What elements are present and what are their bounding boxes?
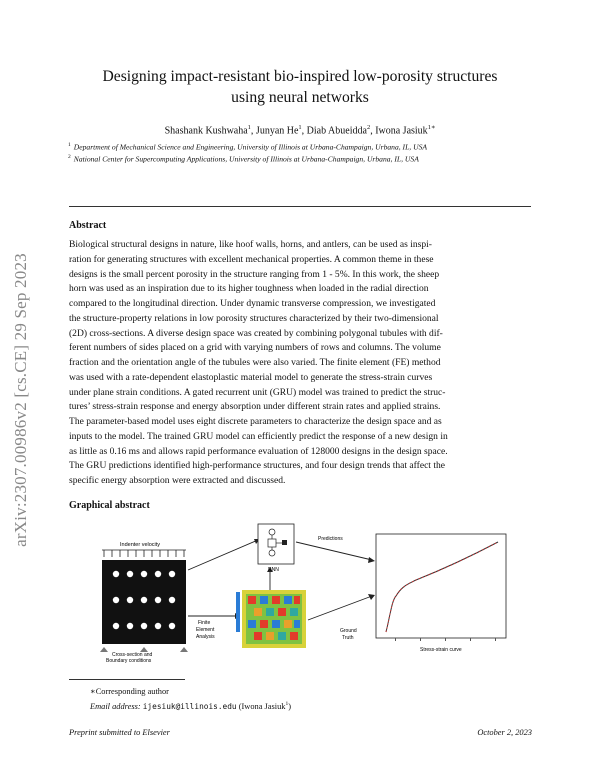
predictions-label: Predictions: [318, 536, 343, 542]
rnn-recurrent-node: [282, 540, 287, 545]
stress-strain-plot-frame: [376, 534, 506, 638]
author-name: Junyan He: [255, 125, 299, 137]
footnote: [90, 685, 291, 713]
abstract-line: ration for generating structures with excellent mechanical properties. A common theme in these: [69, 253, 434, 265]
author-name: Diab Abueidda: [306, 125, 367, 137]
abstract-body: [69, 238, 531, 489]
affiliation-mark: 2: [68, 154, 71, 160]
preprint-footer: Preprint submitted to Elsevier: [69, 728, 170, 737]
abstract-heading: Abstract: [69, 220, 107, 231]
ground-truth-label-2: Truth: [342, 635, 354, 641]
email-owner-mark: 1: [285, 701, 289, 707]
abstract-line: specific energy absorption were extracted and discussed.: [69, 475, 286, 486]
title-line-2: using neural networks: [231, 89, 369, 106]
abstract-line: (2D) cross-sections. A diverse design space was created by combining polygonal tubules with dif-: [69, 327, 443, 339]
affiliation-2: [68, 154, 548, 164]
email-address[interactable]: ijesiuk@illinois.edu: [142, 701, 237, 711]
graphical-abstract-heading: Graphical abstract: [69, 500, 150, 511]
affiliation-text: National Center for Supercomputing Applications, University of Illinois at Urbana-Champaign, Urbana, IL, USA: [73, 154, 419, 164]
stress-strain-label: Stress-strain curve: [420, 647, 462, 653]
cross-section-label-1: Cross-section and: [112, 652, 153, 658]
affiliation-text: Department of Mechanical Science and Engineering, University of Illinois at Urbana-Champaign, Urbana, IL, USA: [73, 142, 428, 152]
author-list: Shashank Kushwaha$^1$, Junyan He$^1$, Diab Abueidda$^2$, Iwona Jasiuk$^{1∗}$: [164, 124, 436, 137]
affiliation-mark: 1: [68, 142, 71, 148]
indenter-arrows: [102, 550, 186, 557]
email-label: Email address:: [90, 701, 141, 711]
author-affil-mark: 1: [247, 124, 251, 131]
email-line: [90, 698, 291, 713]
rnn-label: RNN: [268, 567, 279, 573]
graphical-abstract-figure: [90, 520, 530, 664]
abstract-line: horn was used as an inspiration due to its higher toughness when loaded in the radial direction: [69, 283, 429, 295]
cross-section-label-2: Boundary conditions: [106, 658, 152, 664]
author-name: Shashank Kushwaha: [164, 125, 248, 137]
abstract-line: the structure-property relations in low porosity structures characterized by their two-dimensional: [69, 312, 439, 324]
author-name: Iwona Jasiuk: [375, 125, 428, 137]
date-footer: October 2, 2023: [477, 728, 532, 737]
author-affil-mark: 1∗: [427, 124, 436, 131]
email-close: ): [288, 701, 292, 711]
affiliation-1: [68, 142, 548, 152]
arxiv-id: arXiv:2307.00986v2 [cs.CE] 29 Sep 2023: [11, 253, 30, 547]
abstract-line: fraction and the orientation angle of the tubules were also varied. The finite element (FE) method: [69, 357, 441, 368]
footnote-rule: [69, 679, 185, 680]
abstract-line: under plane strain conditions. A gated recurrent unit (GRU) model was trained to predict the struc-: [69, 386, 446, 398]
abstract-line: compared to the longitudinal direction. Under dynamic transverse compression, we investigated: [69, 298, 436, 309]
plot-ticks: [395, 638, 496, 641]
abstract-line: tures’ stress-strain response and energy absorption under different strain rates and applied strains.: [69, 401, 441, 413]
abstract-line: designs is the small percent porosity in the structure ranging from 1 - 5%. In this work, the sheep: [69, 268, 440, 280]
fea-label-1: Finite: [198, 620, 211, 626]
title-line-1: Designing impact-resistant bio-inspired low-porosity structures: [102, 68, 498, 85]
paper-title: [60, 66, 540, 108]
abstract-line: The GRU predictions identified high-performance structures, and four design trends that affect the: [69, 460, 446, 472]
arxiv-sidebar-stamp: [10, 200, 32, 600]
abstract-line: ferent numbers of sides placed on a grid with varying numbers of rows and columns. The volume: [69, 342, 441, 354]
fea-label-2: Element: [196, 627, 215, 633]
abstract-line: as little as 0.16 ms and allows rapid performance evaluation of 128000 designs in the design space.: [69, 445, 448, 457]
abstract-line: inputs to the model. The trained GRU model can efficiently predict the response of a new design in: [69, 430, 448, 442]
fea-contour-cells: [246, 594, 302, 644]
corresponding-author-note: ∗Corresponding author: [90, 687, 169, 696]
author-affil-mark: 1: [298, 124, 302, 131]
indenter-label: Indenter velocity: [120, 542, 161, 548]
author-affil-mark: 2: [366, 124, 371, 131]
abstract-top-rule: [69, 206, 531, 207]
ground-truth-label-1: Ground: [340, 628, 357, 634]
fea-colorbar: [236, 592, 240, 632]
fea-label-3: Analysis: [196, 634, 215, 640]
abstract-line: The parameter-based model uses eight discrete parameters to characterize the design space and as: [69, 416, 442, 427]
email-owner: (Iwona Jasiuk: [238, 701, 286, 711]
abstract-line: Biological structural designs in nature, like hoof walls, horns, and antlers, can be used as inspi-: [69, 239, 432, 250]
abstract-line: was used with a rate-dependent elastoplastic material model to generate the stress-strain curves: [69, 371, 433, 383]
